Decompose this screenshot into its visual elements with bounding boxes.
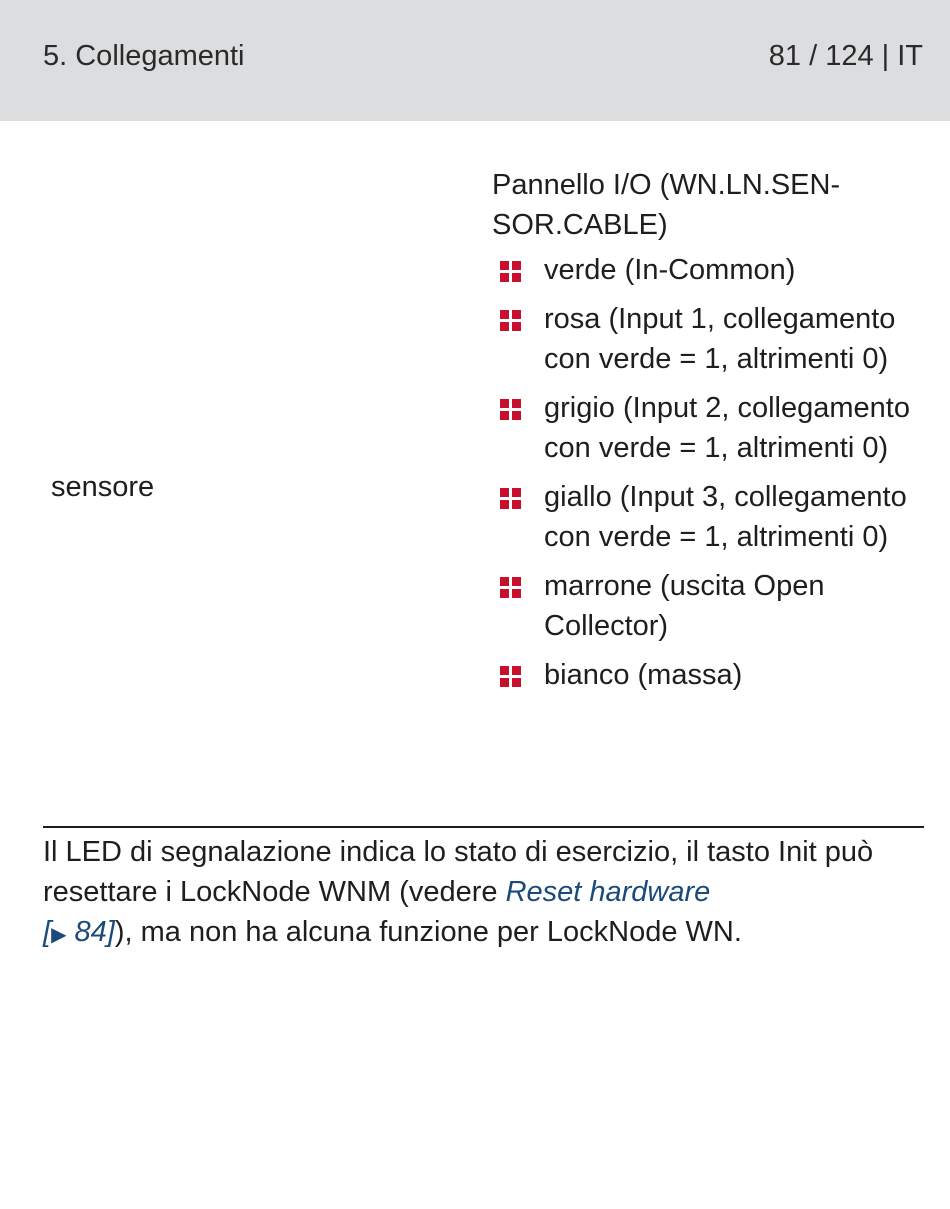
link-label: Reset hardware (505, 876, 711, 908)
wire-color-list (492, 250, 912, 704)
table-bottom-rule (43, 826, 924, 828)
body-paragraph (43, 832, 923, 955)
link-bracket-open: [ (43, 916, 52, 948)
list-item-text: giallo (Input 3, collegamento con verde = 1, altrimenti 0) (544, 481, 907, 553)
list-item (492, 250, 912, 290)
list-item (492, 299, 912, 379)
list-item-text: bianco (massa) (544, 659, 743, 691)
bullet-icon (500, 399, 521, 420)
link-bracket-close: ] (106, 916, 115, 948)
bullet-icon (500, 310, 521, 331)
paragraph-text-before: Il LED di segnalazione indica lo stato di esercizio, il tasto Init può resettare i LockNode WNM (vedere (43, 836, 874, 908)
list-item (492, 477, 912, 557)
list-item-text: marrone (uscita Open Collector) (544, 570, 825, 642)
list-item (492, 388, 912, 468)
page-number: 81 / 124 | IT (768, 40, 923, 72)
bullet-icon (500, 488, 521, 509)
list-item-text: rosa (Input 1, collegamento con verde = 1, altrimenti 0) (544, 303, 896, 375)
paragraph-text-after: ), ma non ha alcuna funzione per LockNode WN. (114, 916, 742, 948)
list-item (492, 655, 912, 695)
table-label-cell: sensore (51, 471, 155, 503)
section-title: 5. Collegamenti (43, 40, 245, 72)
list-item-text: verde (In-Common) (544, 254, 796, 286)
arrow-right-icon: ▶ (51, 924, 67, 946)
link-page-ref: 84 (66, 916, 107, 948)
table-intro-text: Pannello I/O (WN.LN.SEN-SOR.CABLE) (492, 169, 841, 241)
list-item (492, 566, 912, 646)
page-header (0, 0, 950, 121)
bullet-icon (500, 577, 521, 598)
bullet-icon (500, 666, 521, 687)
list-item-text: grigio (Input 2, collegamento con verde = 1, altrimenti 0) (544, 392, 910, 464)
bullet-icon (500, 261, 521, 282)
